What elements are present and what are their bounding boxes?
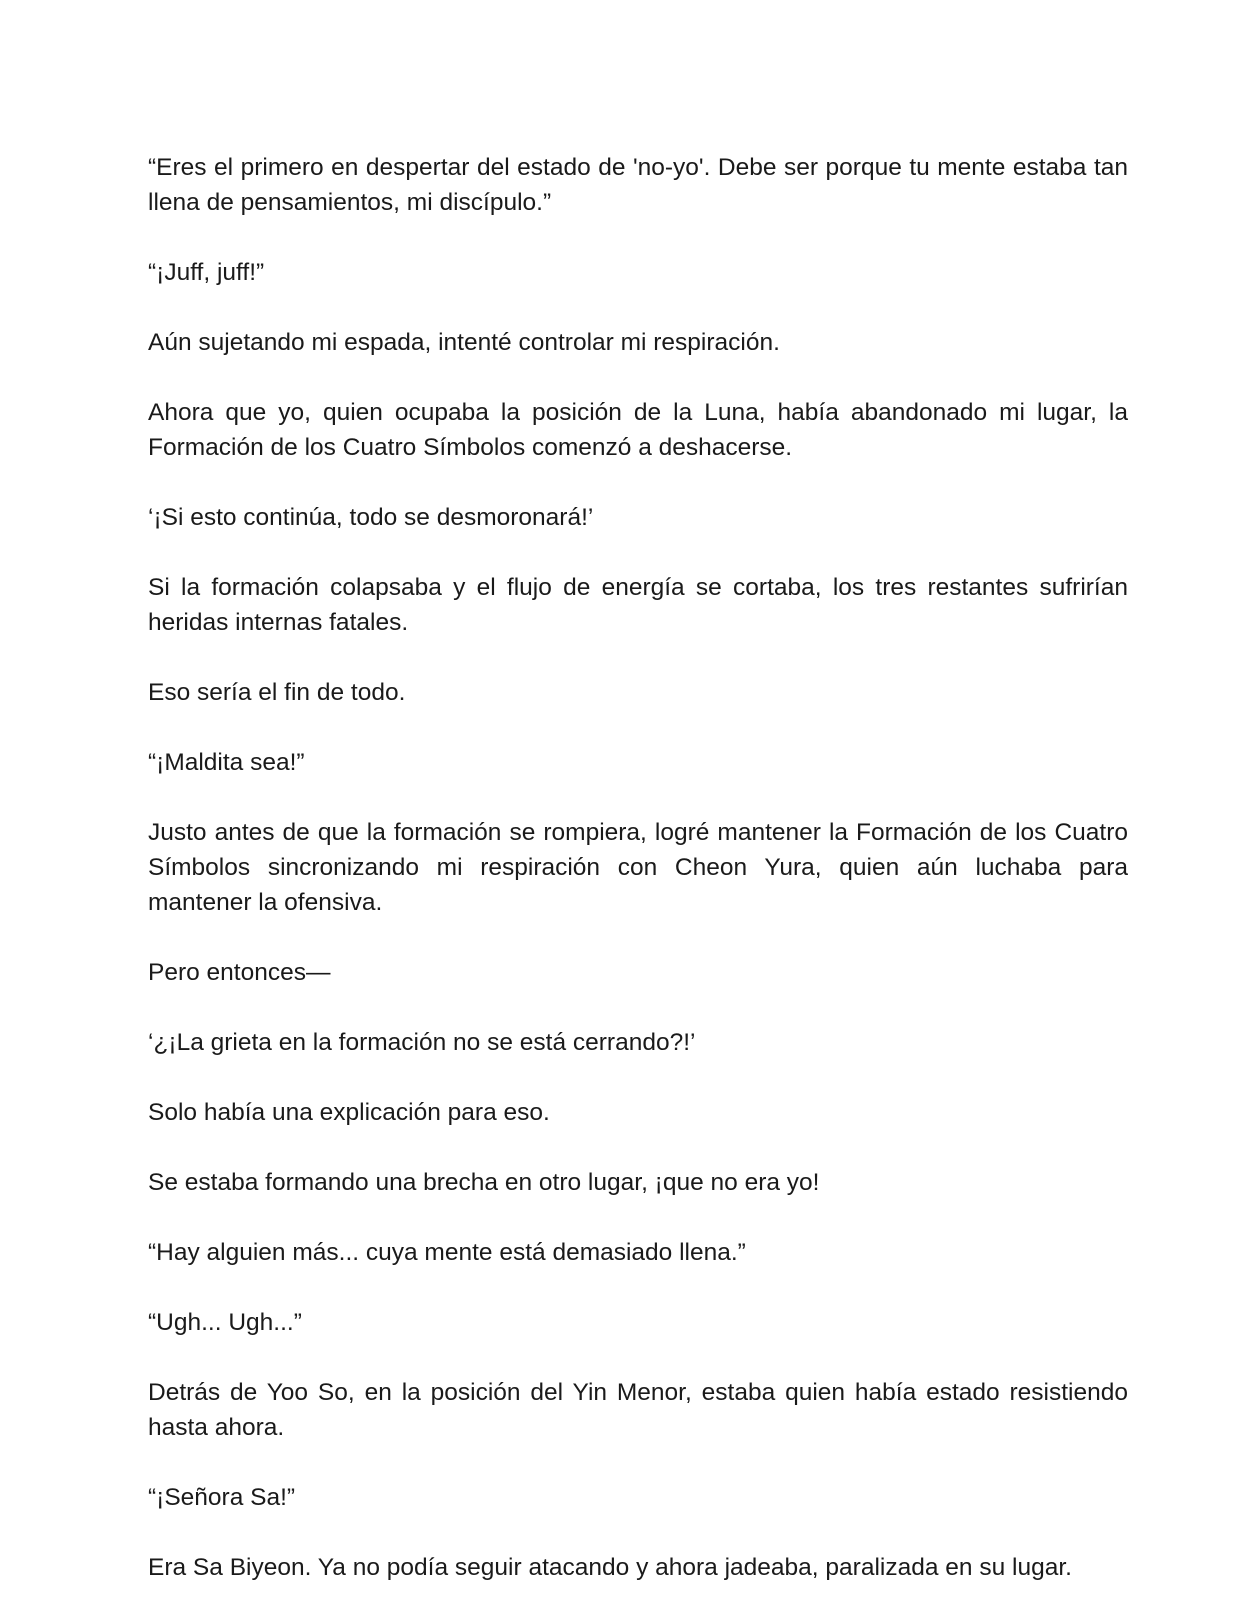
paragraph: ‘¿¡La grieta en la formación no se está cerrando?!’ — [148, 1029, 696, 1056]
paragraph: Justo antes de que la formación se rompiera, logré mantener la Formación de los Cuatro Símbolos sincronizando mi respiración con Cheon Yura, quien aún luchaba para mantener la ofensiva. — [148, 819, 1128, 916]
paragraph: Se estaba formando una brecha en otro lugar, ¡que no era yo! — [148, 1169, 820, 1196]
paragraph: Ahora que yo, quien ocupaba la posición de la Luna, había abandonado mi lugar, la Formación de los Cuatro Símbolos comenzó a deshacerse. — [148, 399, 1128, 461]
paragraph: “¡Maldita sea!” — [148, 749, 305, 776]
paragraph: “¡Señora Sa!” — [148, 1484, 296, 1511]
paragraph: Si la formación colapsaba y el flujo de energía se cortaba, los tres restantes sufrirían heridas internas fatales. — [148, 574, 1128, 636]
paragraph: “Eres el primero en despertar del estado de 'no-yo'. Debe ser porque tu mente estaba tan llena de pensamientos, mi discípulo.” — [148, 154, 1128, 216]
paragraph: Eso sería el fin de todo. — [148, 679, 406, 706]
paragraph: Pero entonces— — [148, 959, 331, 986]
document-body — [148, 150, 1128, 1620]
paragraph: “Ugh... Ugh...” — [148, 1309, 302, 1336]
paragraph: Solo había una explicación para eso. — [148, 1099, 550, 1126]
paragraph: “Hay alguien más... cuya mente está demasiado llena.” — [148, 1239, 746, 1266]
paragraph: “¡Juff, juff!” — [148, 259, 265, 286]
paragraph: ‘¡Si esto continúa, todo se desmoronará!’ — [148, 504, 594, 531]
paragraph: Detrás de Yoo So, en la posición del Yin Menor, estaba quien había estado resistiendo hasta ahora. — [148, 1379, 1128, 1441]
paragraph: Era Sa Biyeon. Ya no podía seguir atacando y ahora jadeaba, paralizada en su lugar. — [148, 1554, 1072, 1581]
paragraph: Aún sujetando mi espada, intenté controlar mi respiración. — [148, 329, 780, 356]
